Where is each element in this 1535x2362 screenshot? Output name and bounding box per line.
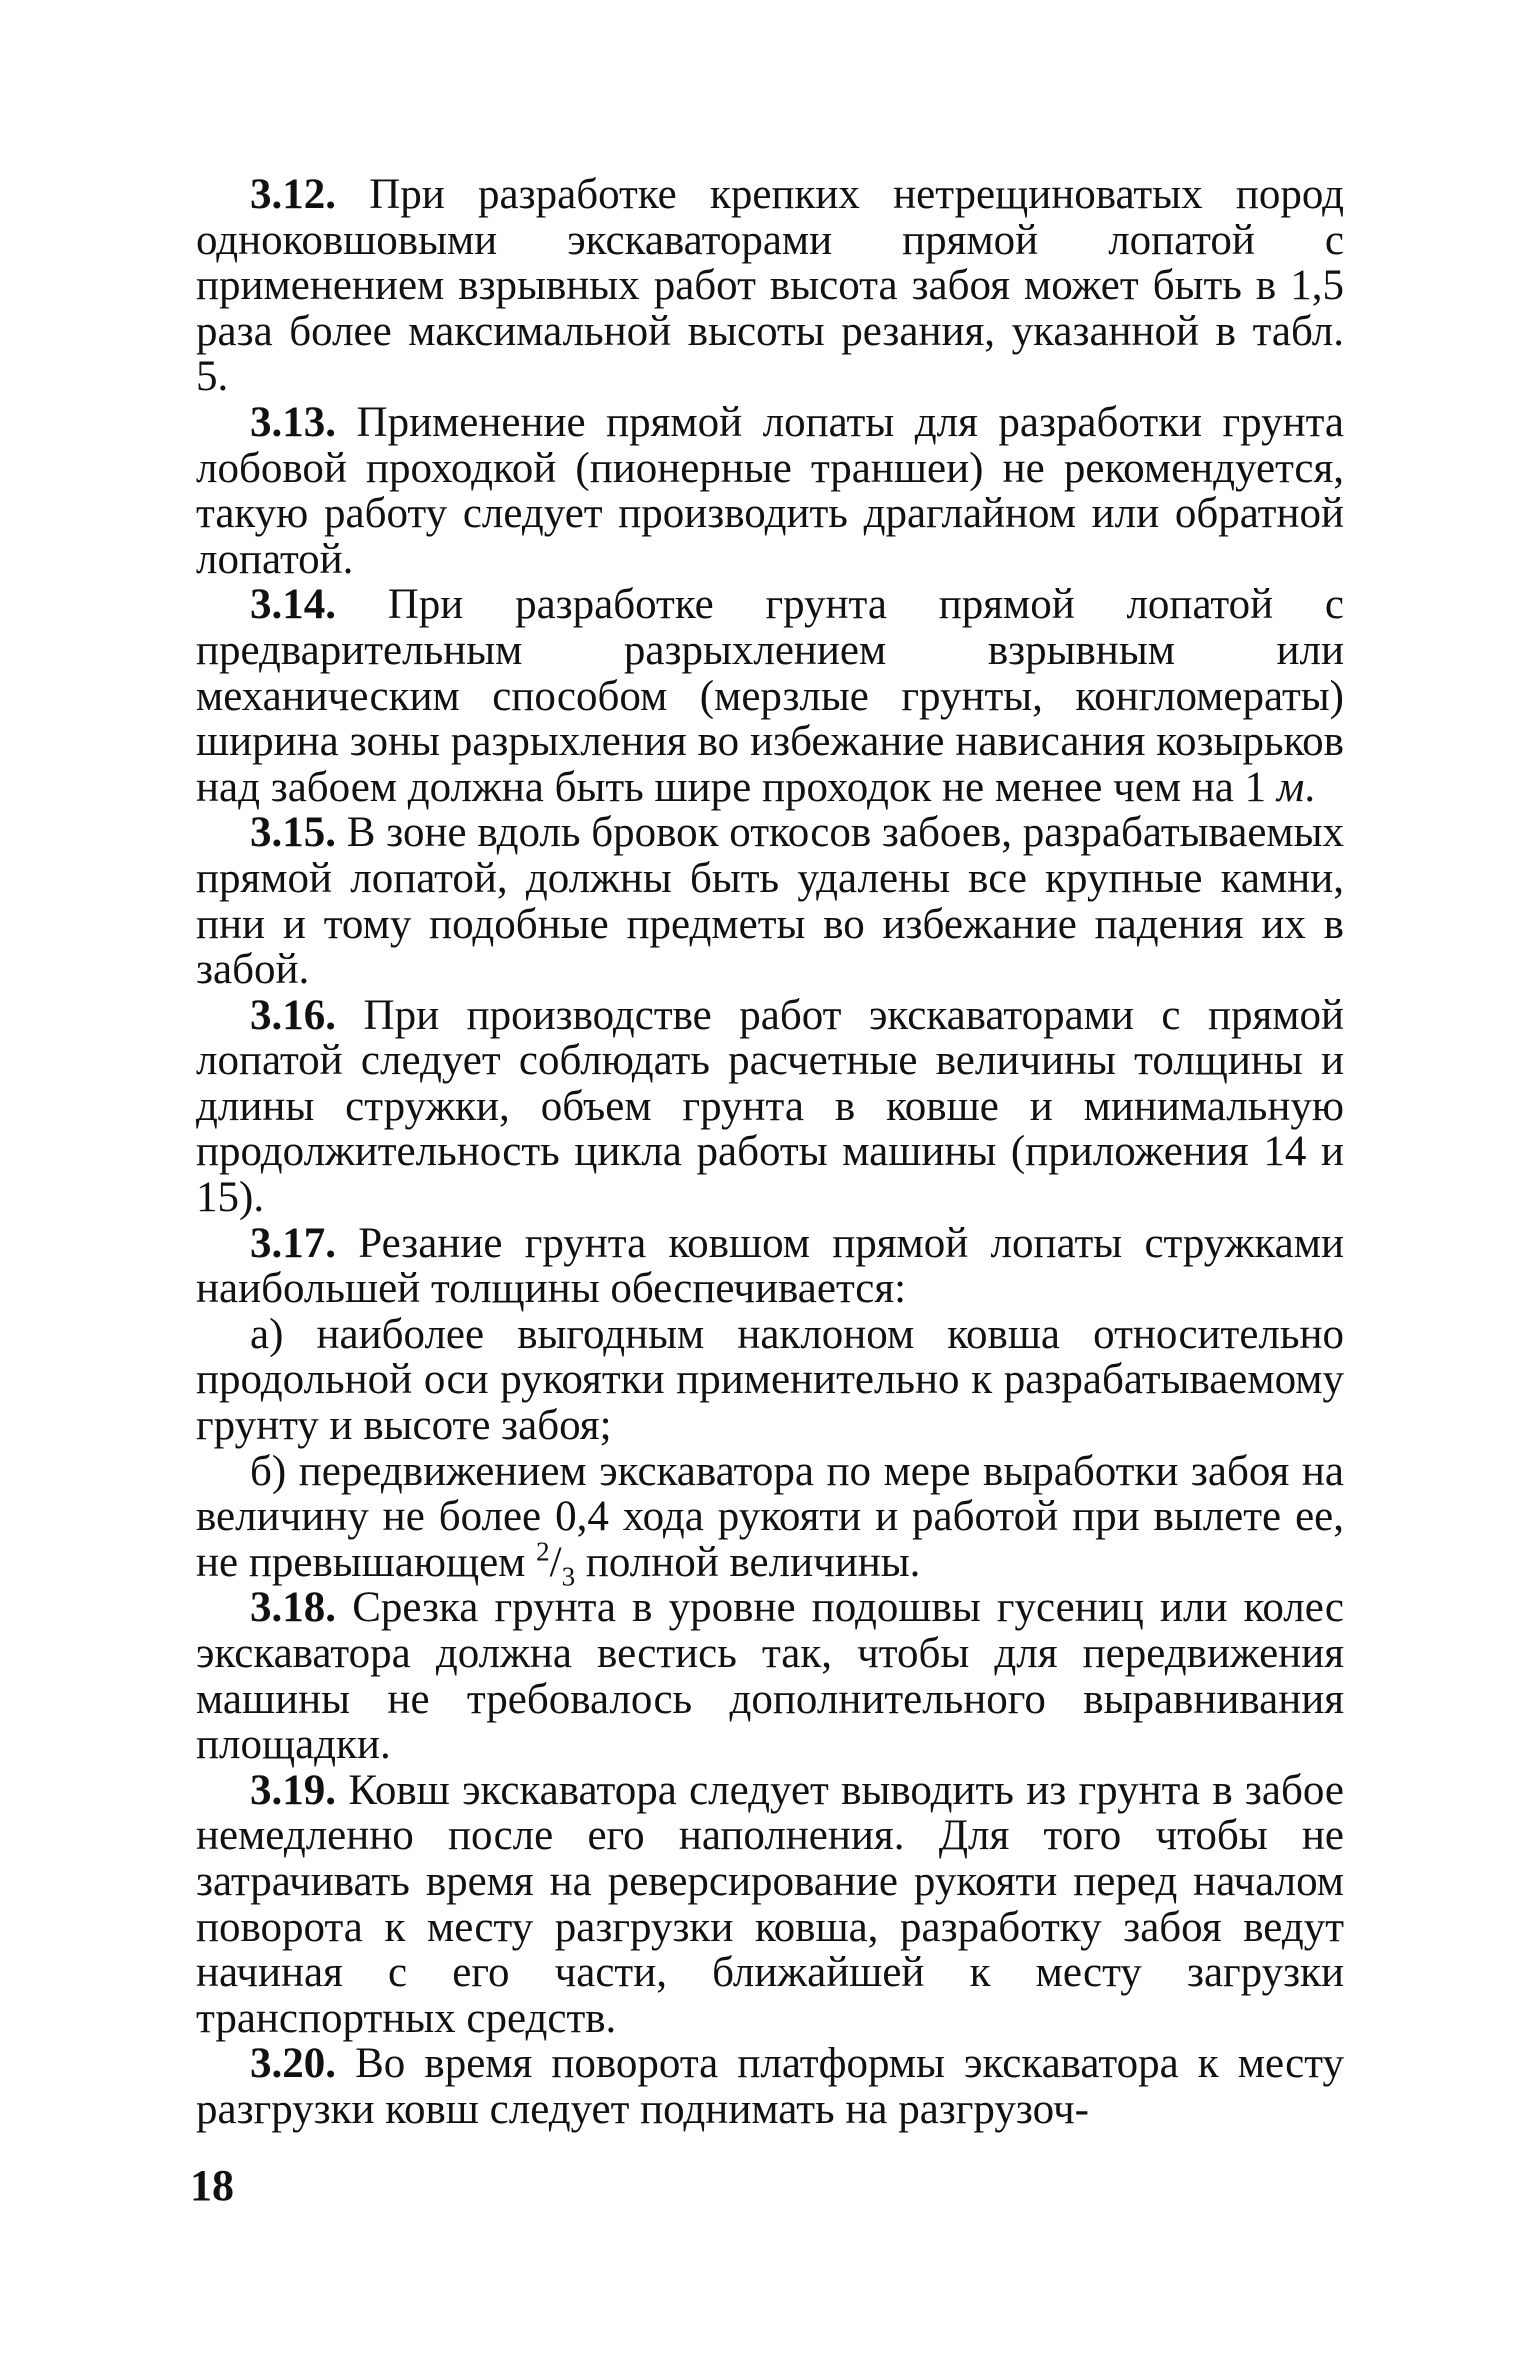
paragraph-number: 3.17. (250, 1219, 336, 1267)
paragraph-text: Во время поворота платформы экскаватора к месту разгрузки ковш следует поднимать на разгрузоч- (196, 2040, 1344, 2133)
paragraph-text: В зоне вдоль бровок откосов забоев, разрабатываемых прямой лопатой, должны быть удалены все крупные камни, пни и тому подобные предметы во избежание падения их в забой. (196, 809, 1345, 994)
paragraph-text: Ковш экскаватора следует выводить из грунта в забое немедленно после его наполнения. Для того чтобы не затрачивать время на реверсирование рукояти перед началом поворота к месту разгрузки ковша, разработку забоя ведут начиная с его части, ближайшей к месту загрузки транспортных средств. (196, 1766, 1344, 2042)
paragraph-text: Срезка грунта в уровне подошвы гусениц или колес экскаватора должна вестись так, чтобы для передвижения машины не требовалось дополнительного выравнивания площадки. (196, 1584, 1345, 1769)
paragraph-number: 3.13. (250, 398, 336, 446)
unit-meter: м (1276, 763, 1305, 811)
paragraph-text-end: . (1304, 763, 1316, 811)
fraction-denominator: 3 (561, 1561, 576, 1592)
paragraph-number: 3.14. (250, 581, 336, 629)
sub-item-text: б) передвижением экскаватора по мере выработки забоя на величину не более 0,4 хода рукояти и работой при вылете ее, не превышающем (196, 1447, 1344, 1586)
paragraph-number: 3.18. (250, 1584, 336, 1632)
paragraph-text: При производстве работ экскаваторами с прямой лопатой следует соблюдать расчетные величины толщины и длины стружки, объем грунта в ковше и минимальную продолжительность цикла работы машины (приложения 14 и 15). (196, 991, 1345, 1222)
paragraph-3-12 (196, 172, 1344, 400)
paragraph-number: 3.15. (250, 809, 336, 857)
paragraph-3-16 (196, 993, 1344, 1221)
paragraph-3-20 (196, 2041, 1344, 2132)
paragraph-3-13 (196, 400, 1344, 582)
paragraph-number: 3.19. (250, 1766, 336, 1814)
paragraph-number: 3.16. (250, 991, 336, 1039)
paragraph-3-15 (196, 810, 1344, 992)
paragraph-3-18 (196, 1585, 1344, 1767)
page-number: 18 (190, 2161, 234, 2210)
page-body (196, 172, 1344, 2133)
paragraph-3-17 (196, 1221, 1344, 1312)
paragraph-number: 3.20. (250, 2040, 336, 2088)
fraction-numerator: 2 (536, 1536, 550, 1567)
sub-item-b: б) передвижением экскаватора по мере выработки забоя на величину не более 0,4 хода рукояти и работой при вылете ее, не превышающем $^2/_3$ полной величины. (196, 1447, 1344, 1592)
sub-item-a (196, 1312, 1344, 1449)
paragraph-3-14 (196, 582, 1344, 810)
paragraph-text: Применение прямой лопаты для разработки грунта лобовой проходкой (пионерные траншеи) не рекомендуется, такую работу следует производить драглайном или обратной лопатой. (196, 398, 1345, 583)
paragraph-number: 3.12. (250, 171, 336, 218)
paragraph-text: При разработке крепких нетрещиноватых пород одноковшовыми экскаваторами прямой лопатой с применением взрывных работ высота забоя может быть в 1,5 раза более максимальной высоты резания, указанной в табл. 5. (196, 171, 1345, 401)
sub-item-text: а) наиболее выгодным наклоном ковша относительно продольной оси рукоятки применительно к разрабатываемому грунту и высоте забоя; (196, 1310, 1344, 1450)
sub-item-text-end: полной величины. (575, 1538, 921, 1586)
paragraph-text: При разработке грунта прямой лопатой с предварительным разрыхлением взрывным или механическим способом (мерзлые грунты, конгломераты) ширина зоны разрыхления во избежание нависания козырьков над забоем должна быть шире проходок не менее чем на 1 (196, 581, 1344, 811)
paragraph-3-19 (196, 1768, 1344, 2042)
paragraph-text: Резание грунта ковшом прямой лопаты стружками наибольшей толщины обеспечивается: (196, 1219, 1344, 1313)
